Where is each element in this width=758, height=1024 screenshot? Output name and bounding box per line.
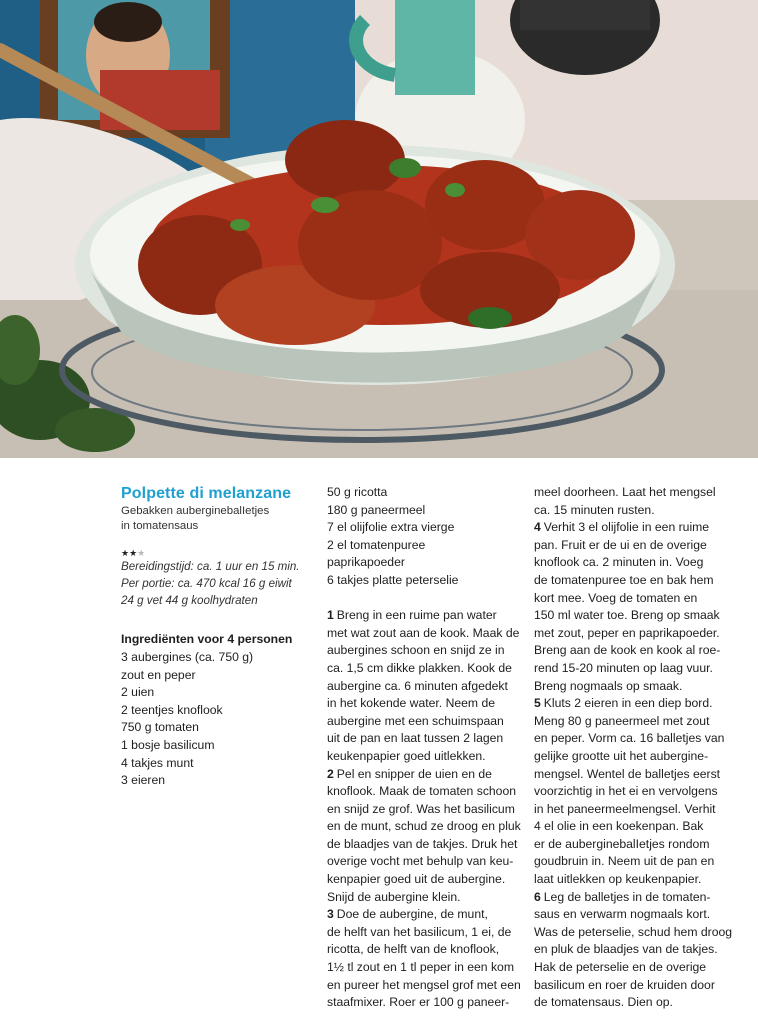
step-text-line: keukenpapier goed uitlekken. xyxy=(327,748,486,763)
ingredient-item: 2 el tomatenpuree xyxy=(327,537,426,552)
difficulty-rating xyxy=(121,547,321,559)
step-text-line: met zout, peper en paprikapoeder. xyxy=(534,625,720,640)
step-text: Verhit 3 el olijfolie in een ruime xyxy=(543,520,710,535)
step-text-line: Was de peterselie, schud hem droog xyxy=(534,924,733,939)
step-number: 5 xyxy=(534,696,541,711)
ingredient-item: 1 bosje basilicum xyxy=(121,737,215,752)
ingredient-item: 2 teentjes knoflook xyxy=(121,702,223,717)
step-text-line: en pluk de blaadjes van de takjes. xyxy=(534,942,718,957)
step-text-line: 1½ tl zout en 1 tl peper in een kom xyxy=(327,960,514,975)
steps-part-1 xyxy=(327,607,527,1012)
recipe-meta xyxy=(121,559,321,609)
step-number: 6 xyxy=(534,889,541,904)
prep-time: Bereidingstijd: ca. 1 uur en 15 min. xyxy=(121,560,300,573)
step-text-line: uit de pan en laat tussen 2 lagen xyxy=(327,731,504,746)
step-text-line: goudbruin in. Neem uit de pan en xyxy=(534,854,715,869)
ingredient-item: 750 g tomaten xyxy=(121,720,199,735)
star-empty-icon: ★ xyxy=(137,548,146,558)
step-text-line: ricotta, de helft van de knoflook, xyxy=(327,942,500,957)
nutrition-line-1: Per portie: ca. 470 kcal 16 g eiwit xyxy=(121,576,292,590)
ingredients-list-part-2 xyxy=(327,484,527,590)
step-text-line: in het paneermeelmengsel. Verhit xyxy=(534,801,716,816)
ingredient-item: 6 takjes platte peterselie xyxy=(327,572,459,587)
ingredient-item: 4 takjes munt xyxy=(121,755,194,770)
step-text-line: aubergine met een schuimspaan xyxy=(327,713,504,728)
recipe-subtitle: Gebakken auberginebalIetjes in tomatensaus xyxy=(121,505,270,532)
step-text-line: Breng aan de kook en kook al roe- xyxy=(534,643,721,658)
step-text-line: met wat zout aan de kook. Maak de xyxy=(327,625,520,640)
step-text-line: knoflook. Maak de tomaten schoon xyxy=(327,784,517,799)
ingredient-item: paprikapoeder xyxy=(327,555,405,570)
step-text: Leg de balletjes in de tomaten- xyxy=(543,889,711,904)
step-text-line: aubergine ca. 6 minuten afgedekt xyxy=(327,678,508,693)
step-text-line: 4 el olie in een koekenpan. Bak xyxy=(534,819,704,834)
nutrition-line-2: 24 g vet 44 g koolhydraten xyxy=(121,593,258,607)
step-1 xyxy=(327,607,527,765)
steps-part-2 xyxy=(534,519,734,1012)
recipe-photo xyxy=(0,0,758,458)
step-text-line: Hak de peterselie en de overige xyxy=(534,960,707,975)
step-text-line: staafmixer. Roer er 100 g paneer- xyxy=(327,995,510,1010)
step-3 xyxy=(327,906,527,1012)
step-text-line: gelijke grootte uit het aubergine- xyxy=(534,748,709,763)
step-2 xyxy=(327,766,527,907)
step-text-line: en pureer het mengsel grof met een xyxy=(327,977,521,992)
column-intro xyxy=(121,484,321,790)
ingredient-item: 7 el olijfolie extra vierge xyxy=(327,520,455,535)
star-filled-icon: ★★ xyxy=(121,548,138,558)
step-text-line: de helft van het basilicum, 1 ei, de xyxy=(327,924,512,939)
step-text-line: basilicum en roer de kruiden door xyxy=(534,977,715,992)
step-5 xyxy=(534,695,734,889)
step-text-line: Snijd de aubergine klein. xyxy=(327,889,461,904)
meatballs-dish-illustration xyxy=(0,0,758,458)
step-text: Kluts 2 eieren in een diep bord. xyxy=(543,696,713,711)
step-text-line: rend 15-20 minuten op laag vuur. xyxy=(534,660,713,675)
step-text: Doe de aubergine, de munt, xyxy=(336,907,488,922)
step-text: Breng in een ruime pan water xyxy=(336,608,497,623)
step-text-line: de tomatensaus. Dien op. xyxy=(534,995,673,1010)
step-text-line: saus en verwarm nogmaals kort. xyxy=(534,907,711,922)
step-text-line: de tomatenpuree toe en bak hem xyxy=(534,572,714,587)
column-ingredients-steps xyxy=(327,484,527,1012)
ingredient-item: zout en peper xyxy=(121,667,196,682)
step-text-line: Breng nogmaals op smaak. xyxy=(534,678,683,693)
step-6 xyxy=(534,889,734,1012)
ingredient-item: 2 uien xyxy=(121,685,155,700)
step-text: Pel en snipper de uien en de xyxy=(336,766,492,781)
ingredient-item: 50 g ricotta xyxy=(327,485,388,499)
step-text-line: in het kokende water. Neem de xyxy=(327,696,496,711)
step-3-continuation: meel doorheen. Laat het mengsel ca. 15 minuten rusten. xyxy=(534,485,716,517)
step-text-line: ca. 1,5 cm dikke plakken. Kook de xyxy=(327,660,512,675)
step-text-line: pan. Fruit er de ui en de overige xyxy=(534,537,707,552)
step-text-line: en peper. Vorm ca. 16 balletjes van xyxy=(534,731,725,746)
step-text-line: 150 ml water toe. Breng op smaak xyxy=(534,608,720,623)
ingredient-item: 3 eieren xyxy=(121,773,166,788)
step-number: 2 xyxy=(327,766,334,781)
step-text-line: mengsel. Wentel de balletjes eerst xyxy=(534,766,721,781)
step-text-line: aubergines schoon en snijd ze in xyxy=(327,643,505,658)
ingredient-item: 180 g paneermeel xyxy=(327,502,426,517)
step-text-line: kenpapier goed uit de aubergine. xyxy=(327,872,506,887)
step-text-line: er de auberginebalIetjes rondom xyxy=(534,836,710,851)
step-text-line: en snijd ze grof. Was het basilicum xyxy=(327,801,515,816)
step-number: 1 xyxy=(327,608,334,623)
step-4 xyxy=(534,519,734,695)
step-text-line: laat uitlekken op keukenpapier. xyxy=(534,872,702,887)
step-text-line: knoflook ca. 2 minuten in. Voeg xyxy=(534,555,704,570)
step-text-line: overige vocht met behulp van keu- xyxy=(327,854,514,869)
step-text-line: kort mee. Voeg de tomaten en xyxy=(534,590,698,605)
recipe-title: Polpette di melanzane xyxy=(121,485,292,502)
step-text-line: de blaadjes van de takjes. Druk het xyxy=(327,836,518,851)
ingredients-heading: Ingrediënten voor 4 personen xyxy=(121,632,293,647)
step-number: 3 xyxy=(327,907,334,922)
step-text-line: voorzichtig in het ei en vervolgens xyxy=(534,784,718,799)
column-steps xyxy=(534,484,734,1012)
step-number: 4 xyxy=(534,520,541,535)
ingredient-item: 3 aubergines (ca. 750 g) xyxy=(121,649,254,664)
step-text-line: en de munt, schud ze droog en pluk xyxy=(327,819,521,834)
step-text-line: Meng 80 g paneermeel met zout xyxy=(534,713,710,728)
ingredients-list-part-1 xyxy=(121,649,321,790)
